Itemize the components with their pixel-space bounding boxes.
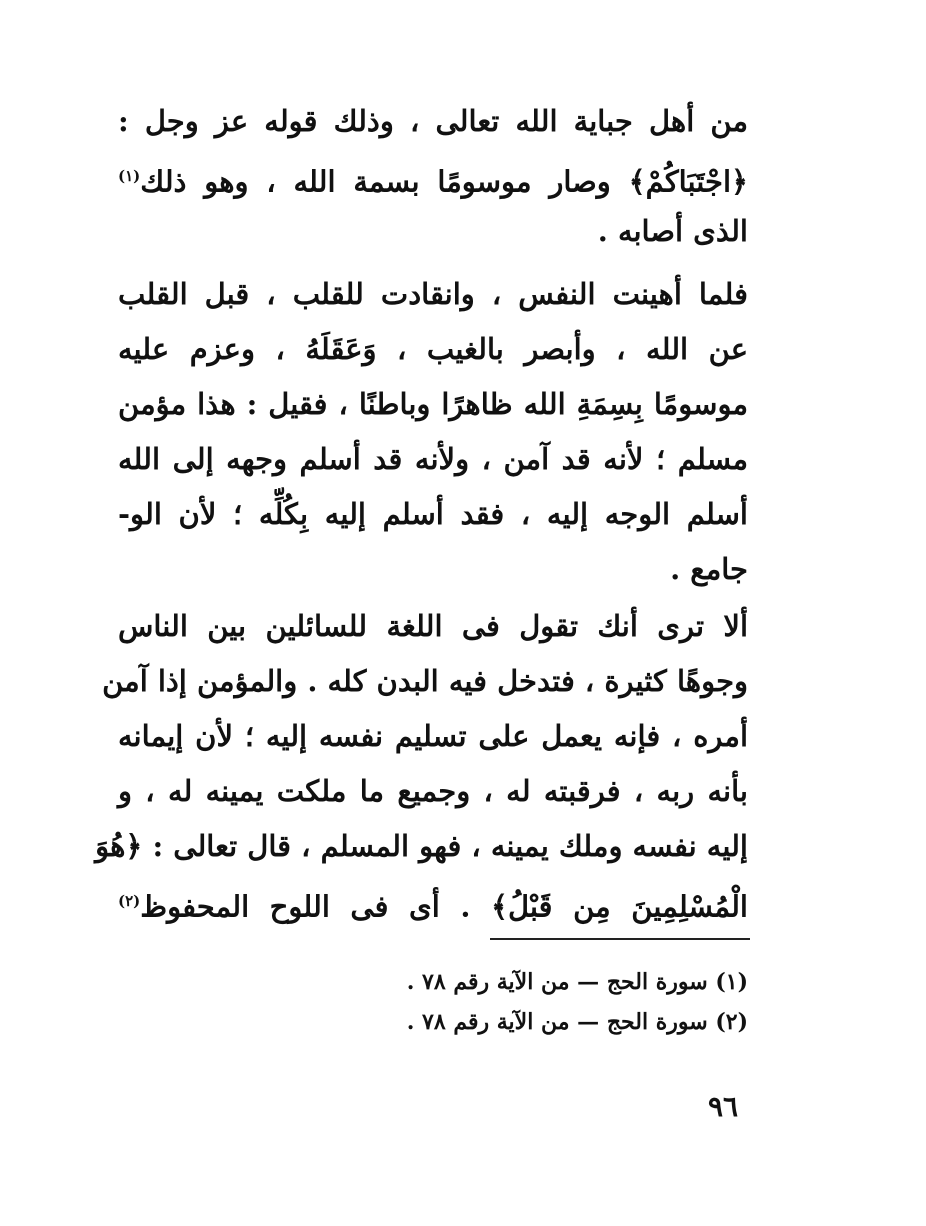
footnote-ref-1: (١) bbox=[118, 167, 141, 185]
text-line: أمره ، فإنه يعمل على تسليم نفسه إليه ؛ لأن إيمانه bbox=[118, 719, 748, 753]
footnotes bbox=[248, 962, 748, 1042]
footnote-separator bbox=[490, 938, 750, 940]
text-line bbox=[118, 149, 748, 204]
text-line: من أهل جباية الله تعالى ، وذلك قوله عز وجل : bbox=[118, 104, 748, 138]
paragraph-3 bbox=[95, 599, 748, 929]
paragraph-2 bbox=[118, 267, 748, 597]
paragraph-1 bbox=[118, 94, 748, 259]
text-line bbox=[118, 874, 748, 929]
footnote-1: (١) سورة الحج — من الآية رقم ٧٨ . bbox=[406, 969, 748, 995]
footnote-ref-2: (٢) bbox=[118, 892, 141, 910]
text-line: وجوهًا كثيرة ، فتدخل فيه البدن كله . والمؤمن إذا آمن bbox=[102, 664, 748, 698]
text-line: عن الله ، وأبصر بالغيب ، وَعَقَلَهُ ، وعزم عليه bbox=[118, 332, 748, 366]
text-line: مسلم ؛ لأنه قد آمن ، ولأنه قد أسلم وجهه إلى الله bbox=[118, 442, 748, 476]
text-line: إليه نفسه وملك يمينه ، فهو المسلم ، قال تعالى : ﴿هُوَ bbox=[95, 829, 748, 863]
footnote-2: (٢) سورة الحج — من الآية رقم ٧٨ . bbox=[406, 1009, 748, 1035]
text-line: موسومًا بِسِمَةِ الله ظاهرًا وباطنًا ، فقيل : هذا مؤمن bbox=[118, 387, 748, 421]
text-line: جامع . bbox=[670, 552, 748, 586]
text-line: ألا ترى أنك تقول فى اللغة للسائلين بين الناس bbox=[118, 609, 748, 643]
text-line-content: الْمُسْلِمِينَ مِن قَبْلُ﴾ . أى فى اللوح المحفوظ bbox=[140, 889, 748, 924]
text-line: أسلم الوجه إليه ، فقد أسلم إليه بِكُلِّه ؛ لأن الو- bbox=[118, 497, 748, 531]
text-line: فلما أهينت النفس ، وانقادت للقلب ، قبل القلب bbox=[118, 277, 748, 311]
page-number: ٩٦ bbox=[708, 1090, 739, 1123]
text-line: الذى أصابه . bbox=[597, 214, 748, 248]
text-line: بأنه ربه ، فرقبته له ، وجميع ما ملكت يمينه له ، و bbox=[118, 774, 748, 808]
text-line-content: ﴿اجْتَبَاكُمْ﴾ وصار موسومًا بسمة الله ، وهو ذلك bbox=[140, 164, 748, 199]
